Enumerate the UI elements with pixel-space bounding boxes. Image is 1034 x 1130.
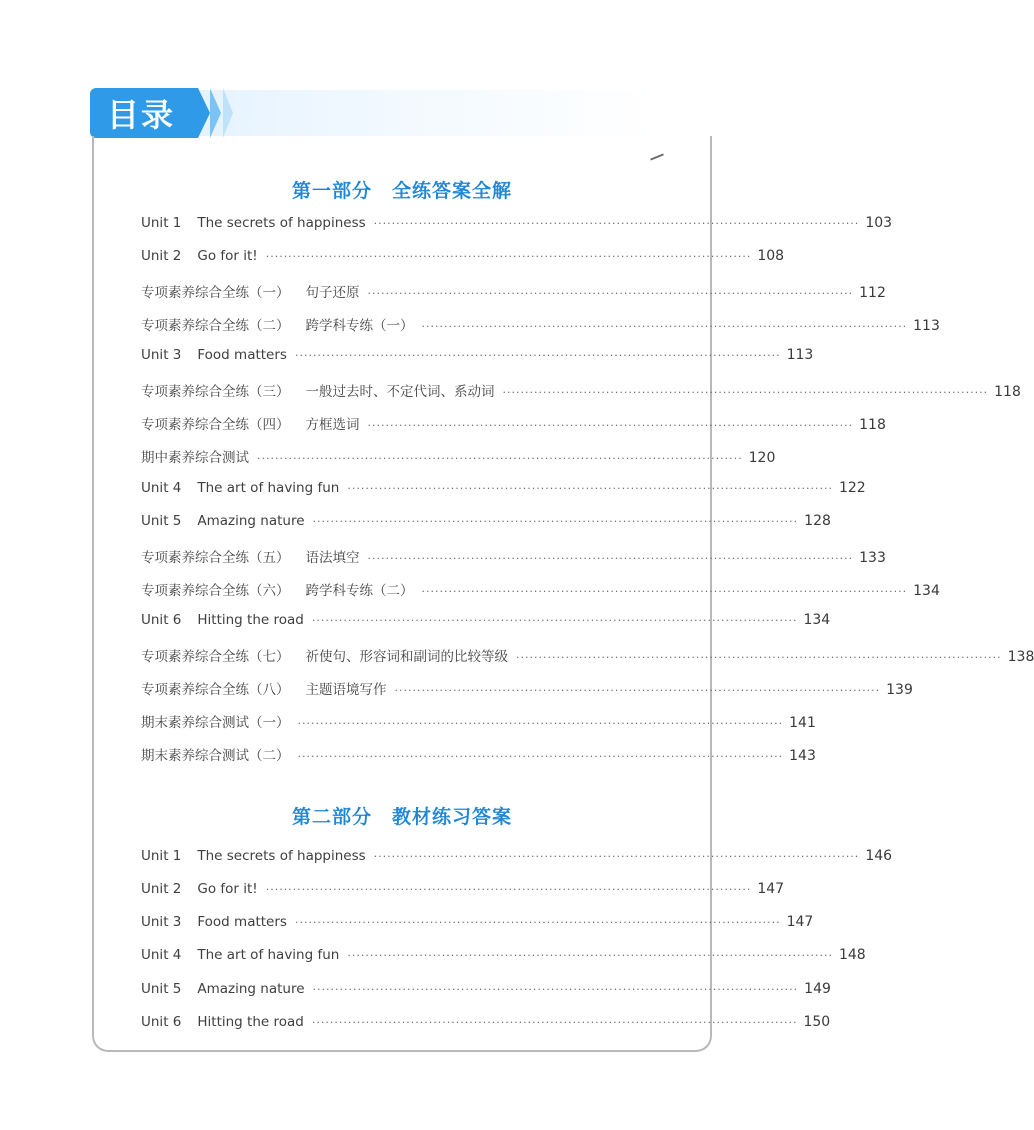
entry-label: Unit 2: [141, 248, 182, 264]
entry-name: 方框选词: [305, 417, 360, 433]
chevron-decoration-icon: [223, 88, 233, 138]
entry-name: Amazing nature: [197, 981, 305, 997]
entry-label: 专项素养综合全练（一）: [141, 285, 290, 301]
entry-page: 118: [859, 417, 886, 433]
toc-entry[interactable]: [141, 612, 831, 634]
toc-entry[interactable]: [141, 1014, 831, 1036]
entry-page: 122: [838, 480, 866, 496]
chevron-decoration-icon: [198, 88, 210, 138]
entry-label: Unit 5: [141, 513, 182, 529]
entry-name: The secrets of happiness: [197, 848, 366, 864]
entry-page: 139: [886, 682, 913, 698]
entry-label: Unit 1: [141, 848, 182, 864]
toc-entry[interactable]: [141, 248, 785, 270]
entry-label: 专项素养综合全练（三）: [141, 384, 290, 400]
dot-leader: ············································································································: [367, 552, 854, 565]
entry-name: Go for it!: [197, 881, 258, 897]
dot-leader: ············································································································: [265, 883, 752, 896]
chevron-decoration-icon: [210, 88, 221, 138]
entry-name: The art of having fun: [197, 947, 340, 963]
section-heading-part1: 第一部分 全练答案全解: [291, 180, 512, 202]
dot-leader: ············································································································: [502, 386, 989, 399]
entry-label: Unit 6: [141, 1014, 182, 1030]
toc-entry[interactable]: [141, 446, 776, 468]
entry-label: Unit 3: [141, 914, 182, 930]
entry-page: 147: [786, 914, 814, 930]
entry-label: 期中素养综合测试: [141, 450, 249, 466]
dot-leader: ············································································································: [294, 349, 781, 362]
entry-page: 128: [804, 513, 831, 529]
entry-name: Go for it!: [197, 248, 258, 264]
entry-label: 期末素养综合测试（二）: [141, 748, 290, 764]
dot-leader: ············································································································: [373, 217, 860, 230]
entry-name: Hitting the road: [197, 612, 304, 628]
toc-entry[interactable]: [141, 881, 785, 903]
entry-label: Unit 4: [141, 947, 182, 963]
toc-entry[interactable]: [141, 413, 886, 435]
entry-name: 跨学科专练（二）: [305, 583, 414, 599]
entry-name: The secrets of happiness: [197, 215, 366, 231]
dot-leader: ············································································································: [297, 750, 784, 763]
entry-page: 103: [865, 215, 893, 231]
dot-leader: ············································································································: [347, 949, 833, 962]
entry-label: 专项素养综合全练（四）: [141, 417, 290, 433]
entry-label: Unit 4: [141, 480, 182, 496]
title-tab: [90, 88, 198, 138]
entry-page: 134: [803, 612, 831, 628]
entry-label: 专项素养综合全练（五）: [141, 550, 290, 566]
entry-name: The art of having fun: [197, 480, 340, 496]
entry-page: 149: [804, 981, 831, 997]
entry-page: 118: [994, 384, 1021, 400]
toc-entry[interactable]: [141, 947, 866, 969]
page-title: 目录: [106, 96, 175, 134]
dot-leader: ············································································································: [516, 651, 1002, 664]
entry-name: Food matters: [197, 914, 287, 930]
toc-entry[interactable]: [141, 546, 886, 568]
entry-page: 146: [865, 848, 893, 864]
toc-entry[interactable]: [141, 981, 831, 1003]
entry-page: 113: [786, 347, 814, 363]
entry-page: 150: [803, 1014, 831, 1030]
entry-page: 138: [1007, 649, 1034, 665]
entry-label: 专项素养综合全练（七）: [141, 649, 290, 665]
toc-entry[interactable]: [141, 848, 893, 870]
entry-name: 主题语境写作: [305, 682, 387, 698]
entry-page: 108: [757, 248, 785, 264]
dot-leader: ············································································································: [311, 1016, 798, 1029]
entry-page: 147: [757, 881, 785, 897]
dot-leader: ············································································································: [394, 684, 881, 697]
entry-page: 112: [859, 285, 886, 301]
toc-entry[interactable]: [141, 281, 886, 303]
entry-name: Food matters: [197, 347, 287, 363]
entry-label: 专项素养综合全练（六）: [141, 583, 290, 599]
toc-entry[interactable]: [141, 744, 816, 766]
toc-entry[interactable]: [141, 711, 816, 733]
entry-label: Unit 5: [141, 981, 182, 997]
dot-leader: ············································································································: [312, 515, 799, 528]
toc-entry[interactable]: [141, 480, 866, 502]
entry-name: 跨学科专练（一）: [305, 318, 414, 334]
entry-page: 134: [913, 583, 940, 599]
dot-leader: ············································································································: [257, 452, 743, 465]
toc-entry[interactable]: [141, 678, 913, 700]
entry-page: 113: [913, 318, 940, 334]
entry-name: Amazing nature: [197, 513, 305, 529]
toc-entry[interactable]: [141, 513, 831, 535]
toc-entry[interactable]: [141, 380, 1021, 402]
entry-name: 一般过去时、不定代词、系动词: [305, 384, 495, 400]
entry-name: Hitting the road: [197, 1014, 304, 1030]
entry-page: 143: [789, 748, 816, 764]
dot-leader: ············································································································: [311, 614, 798, 627]
dot-leader: ············································································································: [294, 916, 781, 929]
toc-entry[interactable]: [141, 645, 1034, 667]
dot-leader: ············································································································: [312, 983, 799, 996]
toc-entry[interactable]: [141, 914, 814, 936]
entry-label: Unit 2: [141, 881, 182, 897]
dot-leader: ············································································································: [421, 320, 908, 333]
entry-page: 133: [859, 550, 886, 566]
entry-label: Unit 1: [141, 215, 182, 231]
section-heading-part2: 第二部分 教材练习答案: [291, 806, 512, 828]
entry-name: 句子还原: [305, 285, 360, 301]
entry-page: 120: [748, 450, 776, 466]
dot-leader: ············································································································: [373, 850, 860, 863]
entry-label: Unit 6: [141, 612, 182, 628]
dot-leader: ············································································································: [367, 287, 854, 300]
toc-entry[interactable]: [141, 314, 940, 336]
entry-name: 祈使句、形容词和副词的比较等级: [305, 649, 508, 665]
dot-leader: ············································································································: [265, 250, 752, 263]
entry-page: 148: [838, 947, 866, 963]
entry-name: 语法填空: [305, 550, 360, 566]
toc-entry[interactable]: [141, 215, 893, 237]
entry-label: 专项素养综合全练（八）: [141, 682, 290, 698]
dot-leader: ············································································································: [297, 717, 784, 730]
dot-leader: ············································································································: [367, 419, 854, 432]
toc-entry[interactable]: [141, 579, 940, 601]
entry-label: 专项素养综合全练（二）: [141, 318, 290, 334]
entry-page: 141: [789, 715, 816, 731]
entry-label: Unit 3: [141, 347, 182, 363]
dot-leader: ············································································································: [347, 482, 833, 495]
entry-label: 期末素养综合测试（一）: [141, 715, 290, 731]
toc-entry[interactable]: [141, 347, 814, 369]
dot-leader: ············································································································: [421, 585, 908, 598]
